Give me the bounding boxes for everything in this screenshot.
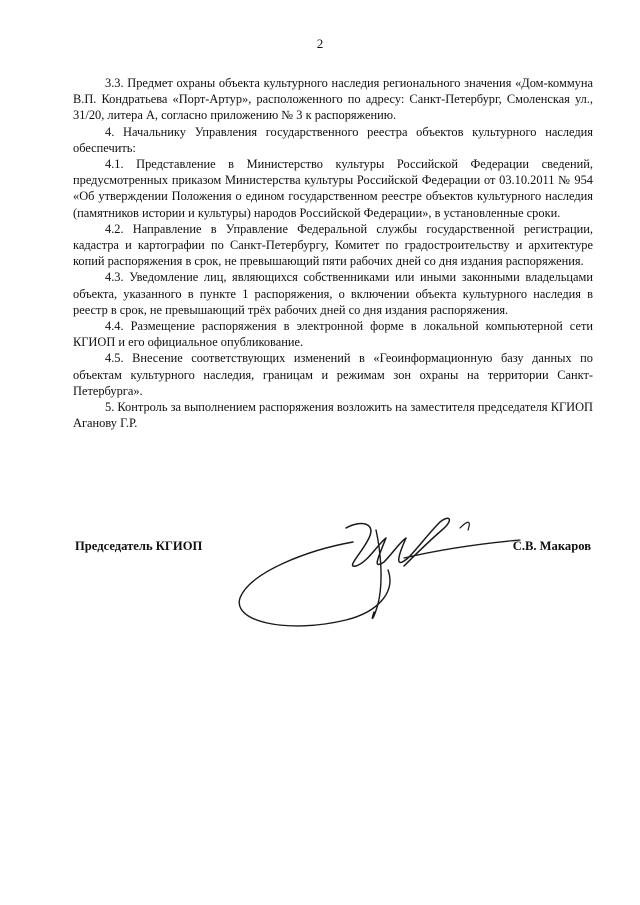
paragraph-4-1: 4.1. Представление в Министерство культуры Российской Федерации сведений, предусмотренных приказом Министерства культуры Российской Федерации от 03.10.2011 № 954 «Об утверждении Положения о едином государственном реестре объектов культурного наследия (памятников истории и культуры) народов Российской Федерации», в установленные сроки. [73, 157, 593, 220]
paragraph-3-3: 3.3. Предмет охраны объекта культурного наследия регионального значения «Дом-коммуна В.П. Кондратьева «Порт-Артур», расположенного по адресу: Санкт-Петербург, Смоленская ул., 31/20, литера А, согласно приложению № 3 к распоряжению. [73, 76, 593, 123]
document-body [73, 75, 593, 431]
page-number: 2 [316, 36, 324, 51]
paragraph-4-4: 4.4. Размещение распоряжения в электронной форме в локальной компьютерной сети КГИОП и его официальное опубликование. [73, 319, 593, 350]
paragraph-4-3: 4.3. Уведомление лиц, являющихся собственниками или иными законными владельцами объекта, указанного в пункте 1 распоряжения, о включении объекта культурного наследия в реестр в срок, не превышающий трёх рабочих дней со дня издания распоряжения. [73, 270, 593, 317]
paragraph-4-5: 4.5. Внесение соответствующих изменений в «Геоинформационную базу данных по объектам культурного наследия, границам и режимам зон охраны на территории Санкт-Петербурга». [73, 351, 593, 398]
signatory-title: Председатель КГИОП [75, 539, 203, 553]
paragraph-4: 4. Начальнику Управления государственного реестра объектов культурного наследия обеспечить: [73, 124, 593, 155]
signatory-name: С.В. Макаров [512, 539, 591, 553]
signature-block [73, 539, 593, 559]
paragraph-4-2: 4.2. Направление в Управление Федеральной службы государственной регистрации, кадастра и картографии по Санкт-Петербургу, Комитет по градостроительству и архитектуре копий распоряжения в срок, не превышающий пяти рабочих дней со дня издания распоряжения. [73, 221, 593, 269]
paragraph-5: 5. Контроль за выполнением распоряжения возложить на заместителя председателя КГИОП Аганову Г.Р. [73, 400, 593, 431]
handwritten-signature [228, 500, 528, 635]
